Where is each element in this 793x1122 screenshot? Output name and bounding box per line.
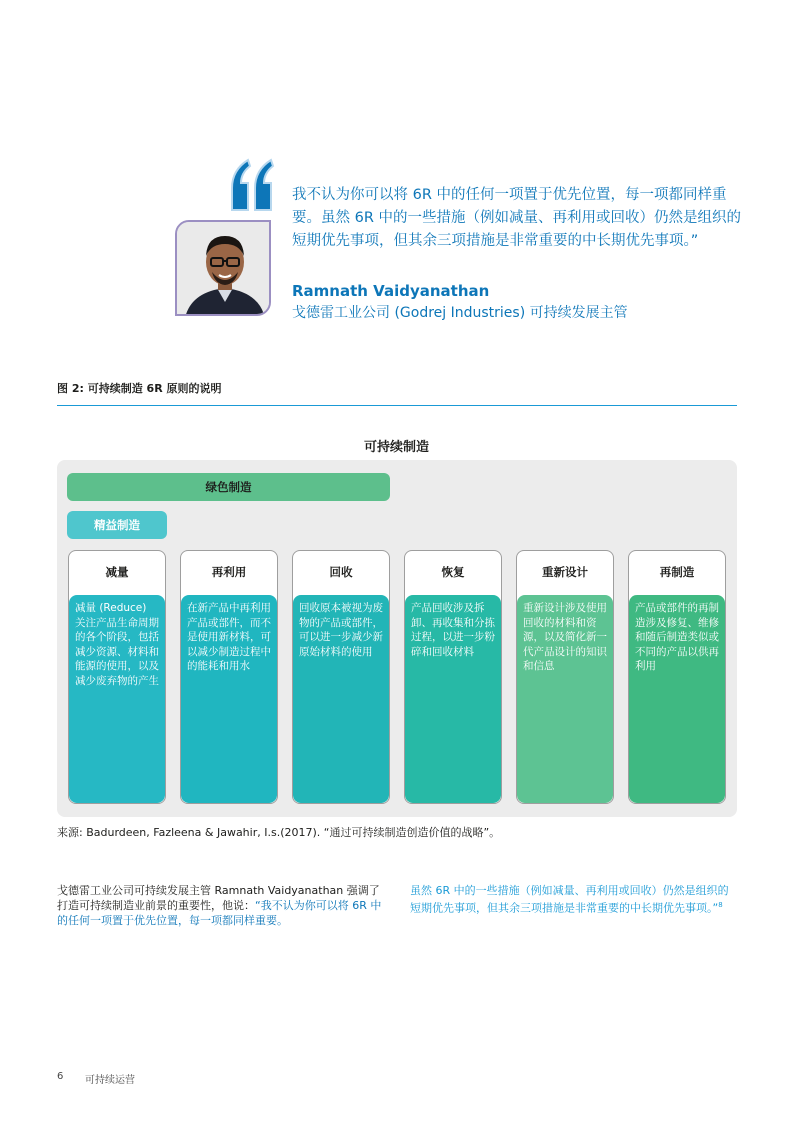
page-number: 6 <box>57 1071 64 1082</box>
body-paragraph-right <box>410 883 736 916</box>
quote-text: 我不认为你可以将 6R 中的任何一项置于优先位置，每一项都同样重要。虽然 6R 中的一些措施（例如减量、再利用或回收）仍然是组织的短期优先事项，但其余三项措施是非常重要的中长期优先事项。” <box>292 187 742 249</box>
figure-caption: 图 2: 可持续制造 6R 原则的说明 <box>57 382 222 395</box>
column-reduce <box>68 550 166 804</box>
footer-title: 可持续运营 <box>85 1075 135 1086</box>
column-recover <box>404 550 502 804</box>
column-description: 在新产品中再利用产品或部件，而不是使用新材料，可以减少制造过程中的能耗和用水 <box>181 595 277 803</box>
column-remanufacture <box>628 550 726 804</box>
diagram-title: 可持续制造 <box>363 440 429 455</box>
paragraph-quote-highlight: “我不认为你可以将 6R 中的任何一项置于优先位置，每一项都同样重要。 <box>57 899 382 927</box>
column-description: 产品或部件的再制造涉及修复、维修和随后制造类似或不同的产品以供再利用 <box>629 595 725 803</box>
column-heading: 重新设计 <box>542 565 588 579</box>
lean-manufacturing-bar: 精益制造 <box>67 511 167 539</box>
paragraph-quote: 虽然 6R 中的一些措施（例如减量、再利用或回收）仍然是组织的短期优先事项，但其余三项措施是非常重要的中长期优先事项。” <box>410 884 729 915</box>
column-description: 减量 (Reduce) 关注产品生命周期的各个阶段，包括减少资源、材料和能源的使用，以及减少废弃物的产生 <box>69 595 165 803</box>
column-heading: 恢复 <box>441 565 465 579</box>
quote-mark-icon <box>228 150 278 215</box>
column-heading: 再制造 <box>659 565 695 579</box>
green-manufacturing-bar: 绿色制造 <box>67 473 390 501</box>
column-description: 重新设计涉及使用回收的材料和资源，以及简化新一代产品设计的知识和信息 <box>517 595 613 803</box>
body-paragraph-left <box>57 883 382 928</box>
portrait-photo <box>175 220 271 316</box>
column-reuse <box>180 550 278 804</box>
column-heading: 减量 <box>105 565 129 579</box>
column-heading: 回收 <box>329 565 353 579</box>
quote-author-role: 戈德雷工业公司 (Godrej Industries) 可持续发展主管 <box>292 305 628 321</box>
column-recycle <box>292 550 390 804</box>
paragraph-text: 戈德雷工业公司可持续发展主管 Ramnath Vaidyanathan 强调了打造可持续制造业前景的重要性，他说： <box>57 884 380 912</box>
figure-source: 来源: Badurdeen, Fazleena & Jawahir, I.s.(2017). “通过可持续制造创造价值的战略”。 <box>57 826 501 839</box>
column-description: 产品回收涉及拆卸、再收集和分拣过程，以进一步粉碎和回收材料 <box>405 595 501 803</box>
caption-divider <box>57 405 737 406</box>
footnote-reference[interactable]: 8 <box>718 901 723 909</box>
column-redesign <box>516 550 614 804</box>
quote-author-name: Ramnath Vaidyanathan <box>292 282 490 300</box>
column-heading: 再利用 <box>211 565 247 579</box>
column-description: 回收原本被视为废物的产品或部件，可以进一步减少新原始材料的使用 <box>293 595 389 803</box>
